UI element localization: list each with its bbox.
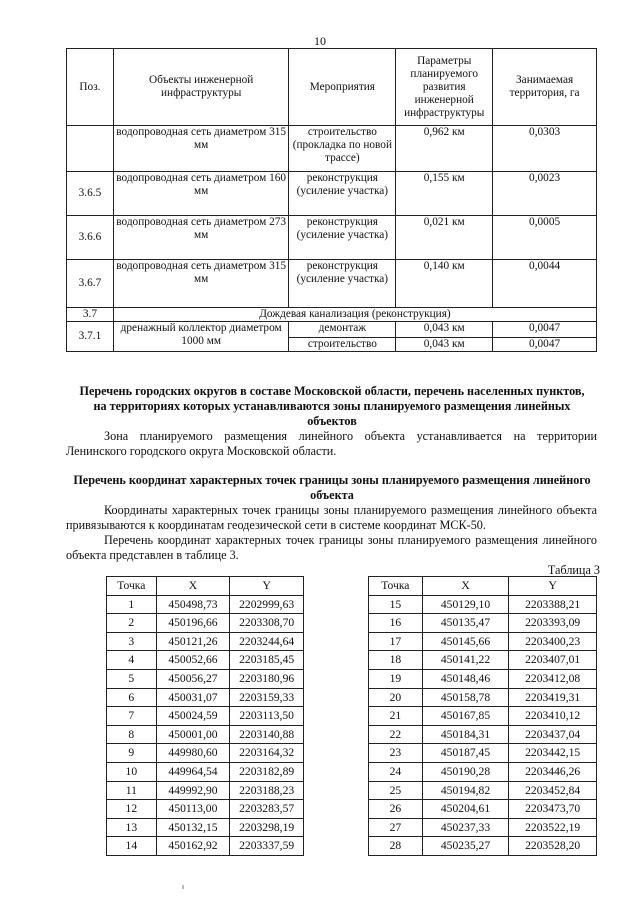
col-y: Y [230,577,304,596]
row-pos: 3.6.5 [67,172,114,216]
coordinate-y: 2203244,64 [230,632,304,651]
row-measure: реконструкция (усиление участка) [289,260,396,308]
coordinate-x: 450052,66 [156,651,230,670]
col-y: Y [509,577,597,596]
point-number: 19 [369,669,423,688]
coordinate-y: 2203337,59 [230,837,304,856]
page-number: 10 [314,34,326,48]
coordinate-y: 2203283,57 [230,800,304,819]
coordinate-y: 2203113,50 [230,707,304,726]
coordinate-y: 2203188,23 [230,781,304,800]
coordinate-y: 2203140,88 [230,725,304,744]
heading-coordinates: Перечень координат характерных точек границы зоны планируемого размещения линейного объекта [73,473,591,502]
row-area: 0,0047 [493,322,597,338]
coordinate-x: 450135,47 [422,614,509,633]
coordinate-x: 450001,00 [156,725,230,744]
coordinates-table-right [368,576,597,856]
point-number: 8 [107,725,157,744]
point-number: 28 [369,837,423,856]
point-number: 17 [369,632,423,651]
row-object: водопроводная сеть диаметром 315 мм [113,260,289,308]
point-number: 15 [369,595,423,614]
section-title: Дождевая канализация (реконструкция) [113,308,596,322]
coordinate-x: 450024,59 [156,707,230,726]
coordinate-row [107,725,304,744]
coordinate-x: 450162,92 [156,837,230,856]
coordinate-y: 2203419,31 [509,688,597,707]
row-measure: реконструкция (усиление участка) [289,172,396,216]
row-measure: реконструкция (усиление участка) [289,216,396,260]
row-measure: строительство [289,338,396,352]
point-number: 11 [107,781,157,800]
coordinate-y: 2203298,19 [230,818,304,837]
coordinate-x: 450204,61 [422,800,509,819]
col-x: X [422,577,509,596]
coordinate-y: 2203407,01 [509,651,597,670]
scan-mark [182,885,184,889]
row-object: водопроводная сеть диаметром 315 мм [113,126,289,172]
coordinate-row [107,818,304,837]
coordinate-row [369,651,597,670]
section-pos: 3.7 [67,308,114,322]
coordinate-y: 2203388,21 [509,595,597,614]
point-number: 24 [369,762,423,781]
point-number: 9 [107,744,157,763]
point-number: 16 [369,614,423,633]
section-row [67,308,597,322]
row-param: 0,043 км [396,322,493,338]
coordinate-row [369,688,597,707]
point-number: 21 [369,707,423,726]
coordinate-row [369,632,597,651]
coordinate-y: 2203452,84 [509,781,597,800]
coordinate-y: 2203159,33 [230,688,304,707]
coordinate-y: 2203412,08 [509,669,597,688]
coordinate-x: 450141,22 [422,651,509,670]
table-row [67,322,597,338]
paragraph-coordinates-2: Перечень координат характерных точек границы зоны планируемого размещения линейного объекта представлен в таблице 3. [66,533,597,562]
row-pos: 3.6.7 [67,260,114,308]
coordinate-row [369,725,597,744]
point-number: 25 [369,781,423,800]
row-measure: демонтаж [289,322,396,338]
coordinate-row [107,707,304,726]
coordinate-x: 450194,82 [422,781,509,800]
coordinate-y: 2203522,19 [509,818,597,837]
row-object: водопроводная сеть диаметром 160 мм [113,172,289,216]
point-number: 4 [107,651,157,670]
coordinate-row [369,781,597,800]
header-params: Параметры планируемого развития инженерной инфраструктуры [396,49,493,126]
row-param: 0,043 км [396,338,493,352]
coordinate-y: 2203400,23 [509,632,597,651]
coordinate-y: 2203410,12 [509,707,597,726]
coordinate-x: 450158,78 [422,688,509,707]
point-number: 13 [107,818,157,837]
point-number: 27 [369,818,423,837]
coordinate-row [369,800,597,819]
coordinate-row [107,837,304,856]
coordinate-row [107,651,304,670]
point-number: 5 [107,669,157,688]
coordinate-y: 2203393,09 [509,614,597,633]
coordinate-x: 450129,10 [422,595,509,614]
point-number: 12 [107,800,157,819]
coordinate-row [107,595,304,614]
coordinate-x: 450148,46 [422,669,509,688]
coordinate-x: 450184,31 [422,725,509,744]
col-point: Точка [369,577,423,596]
coordinate-x: 450031,07 [156,688,230,707]
coordinate-x: 450196,66 [156,614,230,633]
coordinate-x: 450132,15 [156,818,230,837]
point-number: 23 [369,744,423,763]
row-pos: 3.6.6 [67,216,114,260]
table-caption: Таблица 3 [547,563,600,577]
coordinate-x: 449980,60 [156,744,230,763]
row-param: 0,021 км [396,216,493,260]
coordinate-y: 2203308,70 [230,614,304,633]
coordinate-row [107,669,304,688]
coordinate-y: 2203164,32 [230,744,304,763]
coordinate-x: 450121,26 [156,632,230,651]
coordinate-row [369,707,597,726]
coordinate-x: 450187,45 [422,744,509,763]
table-row [67,172,597,216]
coordinate-x: 450056,27 [156,669,230,688]
row-pos [67,126,114,172]
point-number: 18 [369,651,423,670]
coordinate-y: 2202999,63 [230,595,304,614]
coordinate-y: 2203473,70 [509,800,597,819]
coordinate-x: 450235,27 [422,837,509,856]
point-number: 26 [369,800,423,819]
coordinate-x: 450237,33 [422,818,509,837]
table-row [67,126,597,172]
coordinate-row [369,669,597,688]
coordinates-table-left [106,576,304,856]
row-pos: 3.7.1 [67,322,114,352]
row-object: водопроводная сеть диаметром 273 мм [113,216,289,260]
point-number: 3 [107,632,157,651]
coordinate-x: 450113,00 [156,800,230,819]
coordinate-y: 2203442,15 [509,744,597,763]
coordinate-row [107,762,304,781]
row-object: дренажный коллектор диаметром 1000 мм [113,322,289,352]
header-objects: Объекты инженерной инфраструктуры [113,49,289,126]
coordinate-y: 2203528,20 [509,837,597,856]
coordinate-row [369,744,597,763]
row-param: 0,155 км [396,172,493,216]
coordinate-y: 2203180,96 [230,669,304,688]
row-area: 0,0023 [493,172,597,216]
col-x: X [156,577,230,596]
point-number: 6 [107,688,157,707]
coordinate-row [369,818,597,837]
coordinate-row [369,595,597,614]
point-number: 14 [107,837,157,856]
paragraph-coordinates-1: Координаты характерных точек границы зоны планируемого размещения линейного объекта привязываются к координатам геодезической сети в системе координат МСК-50. [66,503,597,532]
row-area: 0,0303 [493,126,597,172]
coordinate-row [107,688,304,707]
coordinate-row [107,800,304,819]
coordinate-y: 2203437,04 [509,725,597,744]
coordinate-x: 450167,85 [422,707,509,726]
coordinate-x: 450145,66 [422,632,509,651]
coordinate-row [107,781,304,800]
header-area: Занимаемая территория, га [493,49,597,126]
coordinate-x: 450498,73 [156,595,230,614]
table-row [67,260,597,308]
row-param: 0,140 км [396,260,493,308]
point-number: 22 [369,725,423,744]
row-measure: строительство (прокладка по новой трассе) [289,126,396,172]
coordinate-row [107,614,304,633]
coordinate-row [369,762,597,781]
header-measures: Мероприятия [289,49,396,126]
header-pos: Поз. [67,49,114,126]
row-param: 0,962 км [396,126,493,172]
coordinate-x: 449964,54 [156,762,230,781]
coordinate-x: 450190,28 [422,762,509,781]
point-number: 10 [107,762,157,781]
coordinate-row [369,837,597,856]
table-row [67,216,597,260]
row-area: 0,0005 [493,216,597,260]
coordinate-row [107,632,304,651]
coordinate-row [369,614,597,633]
row-area: 0,0044 [493,260,597,308]
point-number: 20 [369,688,423,707]
point-number: 2 [107,614,157,633]
coordinate-y: 2203182,89 [230,762,304,781]
infrastructure-table [66,48,597,352]
row-area: 0,0047 [493,338,597,352]
coordinate-y: 2203185,45 [230,651,304,670]
coordinate-y: 2203446,26 [509,762,597,781]
point-number: 1 [107,595,157,614]
heading-districts: Перечень городских округов в составе Московской области, перечень населенных пунктов, на территориях которых устанавливаются зоны планируемого размещения линейных объектов [79,384,585,428]
col-point: Точка [107,577,157,596]
coordinate-row [107,744,304,763]
point-number: 7 [107,707,157,726]
coordinate-x: 449992,90 [156,781,230,800]
paragraph-zone: Зона планируемого размещения линейного объекта устанавливается на территории Ленинского городского округа Московской области. [66,429,597,458]
